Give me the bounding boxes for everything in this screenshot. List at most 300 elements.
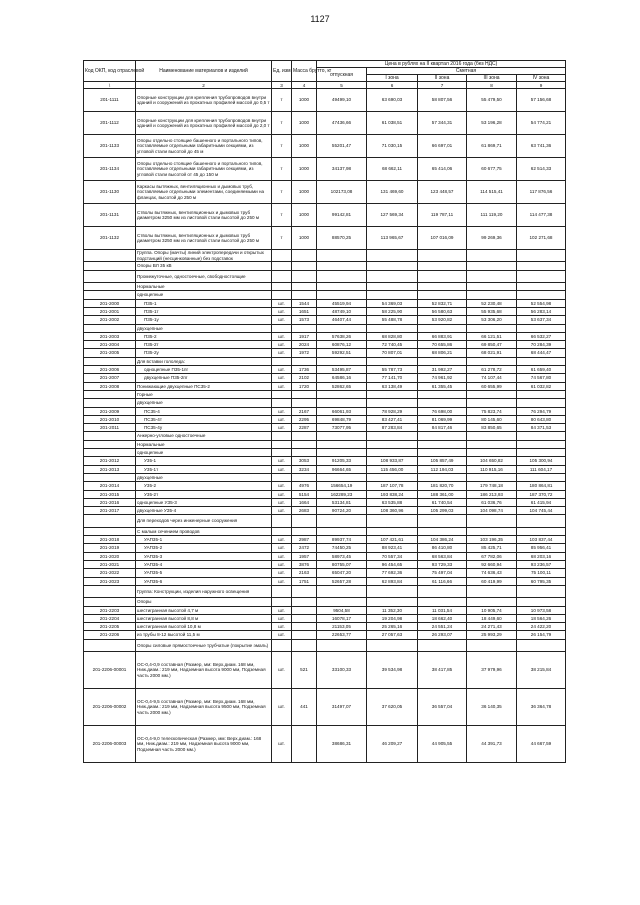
zone-3-price: 61 036,76 — [467, 498, 517, 506]
item-code: 201-2206-00003 — [84, 726, 136, 763]
item-unit — [272, 270, 292, 282]
zone-2-price: 76 698,00 — [418, 407, 467, 415]
zone-3-price: 66 121,51 — [467, 332, 517, 340]
release-price: 31497,07 — [317, 689, 367, 726]
zone-2-price: 66 697,01 — [418, 135, 467, 158]
zone-3-price: 53 306,20 — [467, 316, 517, 324]
item-name: У35-1 — [136, 457, 272, 465]
release-price — [317, 440, 367, 448]
item-mass: 1651 — [292, 307, 317, 315]
item-code: 201-2003 — [84, 332, 136, 340]
zone-2-price: 38 417,85 — [418, 652, 467, 689]
table-row — [84, 332, 566, 340]
zone-3-price: 61 869,71 — [467, 135, 517, 158]
zone-2-price: 18 662,40 — [418, 614, 467, 622]
table-row — [84, 390, 566, 398]
release-price: 102173,08 — [317, 181, 367, 204]
item-name: Опоры ВЛ 35 кВ — [136, 262, 272, 270]
table-row — [84, 349, 566, 357]
item-mass: 2987 — [292, 536, 317, 544]
zone-3-price: 25 993,29 — [467, 631, 517, 639]
zone-1-price: 83 427,41 — [367, 415, 418, 423]
zone-1-price: 70 557,34 — [367, 552, 418, 560]
item-unit — [272, 357, 292, 365]
zone-2-price: 61 355,45 — [418, 382, 467, 390]
zone-3-price: 110 915,16 — [467, 465, 517, 473]
release-price: 69848,79 — [317, 415, 367, 423]
zone-2-price: 24 551,24 — [418, 623, 467, 631]
item-unit — [272, 585, 292, 597]
header-code: Код ОКП, код отраслевой — [84, 61, 136, 82]
item-code: 201-2007 — [84, 374, 136, 382]
zone-2-price: 31 992,27 — [418, 366, 467, 374]
zone-3-price: 36 140,35 — [467, 689, 517, 726]
zone-2-price — [418, 357, 467, 365]
item-unit: шт. — [272, 349, 292, 357]
zone-3-price: 103 196,35 — [467, 536, 517, 544]
table-row — [84, 606, 566, 614]
release-price: 22653,77 — [317, 631, 367, 639]
item-mass: 1736 — [292, 366, 317, 374]
zone-4-price: 54 774,21 — [517, 112, 566, 135]
item-name: УАП35-1 — [136, 536, 272, 544]
release-price: 80755,07 — [317, 560, 367, 568]
header-name: Наименование материалов и изделий — [136, 61, 272, 82]
zone-4-price: 85 956,41 — [517, 544, 566, 552]
table-row — [84, 316, 566, 324]
release-price: 88570,25 — [317, 227, 367, 250]
zone-3-price — [467, 399, 517, 407]
table-row — [84, 482, 566, 490]
header-release-price: отпускная — [317, 68, 367, 82]
item-unit — [272, 598, 292, 606]
zone-1-price — [367, 283, 418, 291]
item-unit: т — [272, 227, 292, 250]
item-name: одноцепные — [136, 291, 272, 299]
item-name: Опоры — [136, 598, 272, 606]
table-row — [84, 440, 566, 448]
item-code: 201-1131 — [84, 204, 136, 227]
item-mass: 5154 — [292, 490, 317, 498]
zone-2-price: 112 194,03 — [418, 465, 467, 473]
item-mass — [292, 639, 317, 651]
table-row — [84, 569, 566, 577]
release-price — [317, 291, 367, 299]
zone-4-price — [517, 515, 566, 527]
table-row — [84, 399, 566, 407]
zone-3-price: 60 655,99 — [467, 382, 517, 390]
zone-3-price: 55 935,68 — [467, 307, 517, 315]
zone-2-price: 26 293,07 — [418, 631, 467, 639]
item-unit — [272, 291, 292, 299]
item-code: 201-1111 — [84, 89, 136, 112]
zone-1-price — [367, 473, 418, 481]
zone-3-price: 74 636,43 — [467, 569, 517, 577]
zone-4-price: 84 371,53 — [517, 424, 566, 432]
table-row — [84, 449, 566, 457]
item-mass: 1664 — [292, 498, 317, 506]
zone-1-price: 55 488,78 — [367, 316, 418, 324]
item-mass — [292, 598, 317, 606]
release-price: 9504,58 — [317, 606, 367, 614]
item-code: 201-2204 — [84, 614, 136, 622]
item-code — [84, 283, 136, 291]
item-name: ПС35-4у — [136, 424, 272, 432]
zone-1-price — [367, 432, 418, 440]
zone-2-price — [418, 440, 467, 448]
zone-3-price: 61 278,72 — [467, 366, 517, 374]
zone-3-price — [467, 324, 517, 332]
item-code — [84, 440, 136, 448]
zone-1-price — [367, 527, 418, 535]
item-name: П35-2т — [136, 341, 272, 349]
zone-1-price — [367, 639, 418, 651]
item-code: 201-2206-00002 — [84, 689, 136, 726]
item-unit — [272, 639, 292, 651]
zone-1-price: 11 352,30 — [367, 606, 418, 614]
release-price: 45519,94 — [317, 299, 367, 307]
zone-1-price: 55 787,73 — [367, 366, 418, 374]
zone-3-price: 99 269,36 — [467, 227, 517, 250]
table-row — [84, 652, 566, 689]
table-row — [84, 382, 566, 390]
zone-4-price: 18 564,26 — [517, 614, 566, 622]
zone-4-price: 76 294,79 — [517, 407, 566, 415]
item-code — [84, 527, 136, 535]
zone-1-price — [367, 270, 418, 282]
item-name: одноцепные П35-1пг — [136, 366, 272, 374]
zone-4-price: 26 154,79 — [517, 631, 566, 639]
item-code — [84, 473, 136, 481]
zone-4-price: 74 567,80 — [517, 374, 566, 382]
item-code — [84, 598, 136, 606]
zone-2-price — [418, 262, 467, 270]
item-unit — [272, 432, 292, 440]
item-code — [84, 262, 136, 270]
zone-1-price: 108 360,96 — [367, 507, 418, 515]
release-price: 33100,33 — [317, 652, 367, 689]
zone-2-price: 56 580,63 — [418, 307, 467, 315]
zone-2-price — [418, 639, 467, 651]
zone-3-price: 85 425,71 — [467, 544, 517, 552]
table-row — [84, 689, 566, 726]
item-code — [84, 270, 136, 282]
item-mass — [292, 585, 317, 597]
item-code — [84, 432, 136, 440]
item-unit: шт. — [272, 552, 292, 560]
zone-1-price — [367, 262, 418, 270]
release-price — [317, 262, 367, 270]
zone-4-price: 52 554,98 — [517, 299, 566, 307]
item-code: 201-2000 — [84, 299, 136, 307]
zone-2-price — [418, 473, 467, 481]
zone-2-price: 58 807,56 — [418, 89, 467, 112]
zone-2-price: 105 857,49 — [418, 457, 467, 465]
item-mass: 2287 — [292, 424, 317, 432]
zone-4-price: 53 637,34 — [517, 316, 566, 324]
release-price: 99142,81 — [317, 204, 367, 227]
item-name: УАП35-6 — [136, 577, 272, 585]
zone-4-price — [517, 262, 566, 270]
zone-4-price — [517, 473, 566, 481]
item-mass: 3876 — [292, 560, 317, 568]
release-price — [317, 270, 367, 282]
zone-3-price: 37 979,96 — [467, 652, 517, 689]
zone-2-price: 11 031,54 — [418, 606, 467, 614]
item-code: 201-1130 — [84, 181, 136, 204]
header-zone-2: II зона — [418, 75, 467, 82]
item-mass: 1751 — [292, 577, 317, 585]
item-mass — [292, 527, 317, 535]
item-unit: шт. — [272, 382, 292, 390]
zone-1-price — [367, 449, 418, 457]
table-row — [84, 726, 566, 763]
release-price: 96664,65 — [317, 465, 367, 473]
item-mass — [292, 390, 317, 398]
item-mass — [292, 606, 317, 614]
zone-2-price: 86 410,80 — [418, 544, 467, 552]
item-code: 201-2005 — [84, 349, 136, 357]
zone-2-price: 66 883,91 — [418, 332, 467, 340]
release-price: 66061,93 — [317, 407, 367, 415]
item-name: Опорные конструкции для крепления трубопроводов внутри зданий и сооружений из прокатных профилей массой до 0,5 т — [136, 89, 272, 112]
zone-4-price: 61 415,94 — [517, 498, 566, 506]
zone-4-price: 10 973,58 — [517, 606, 566, 614]
zone-1-price: 68 662,11 — [367, 158, 418, 181]
zone-3-price — [467, 449, 517, 457]
item-mass — [292, 324, 317, 332]
item-code: 201-2018 — [84, 536, 136, 544]
item-unit — [272, 440, 292, 448]
item-mass — [292, 357, 317, 365]
zone-4-price — [517, 250, 566, 262]
item-code — [84, 449, 136, 457]
price-table — [83, 60, 566, 763]
table-row — [84, 89, 566, 112]
zone-3-price — [467, 527, 517, 535]
zone-3-price: 83 850,65 — [467, 424, 517, 432]
zone-2-price — [418, 515, 467, 527]
zone-2-price: 68 806,21 — [418, 349, 467, 357]
item-name: шестигранная высотой 4,7 м — [136, 606, 272, 614]
item-code — [84, 357, 136, 365]
release-price: 73077,95 — [317, 424, 367, 432]
zone-4-price: 117 876,56 — [517, 181, 566, 204]
release-price: 47436,66 — [317, 112, 367, 135]
zone-4-price: 57 156,68 — [517, 89, 566, 112]
item-unit — [272, 473, 292, 481]
release-price — [317, 639, 367, 651]
table-row — [84, 507, 566, 515]
zone-1-price: 87 283,84 — [367, 424, 418, 432]
zone-3-price — [467, 473, 517, 481]
zone-4-price: 103 837,44 — [517, 536, 566, 544]
item-unit: шт. — [272, 407, 292, 415]
zone-3-price: 111 119,20 — [467, 204, 517, 227]
item-mass — [292, 440, 317, 448]
release-price: 59292,51 — [317, 349, 367, 357]
table-row — [84, 299, 566, 307]
release-price: 38686,31 — [317, 726, 367, 763]
zone-2-price: 81 069,99 — [418, 415, 467, 423]
item-mass: 2024 — [292, 341, 317, 349]
item-code: 201-1112 — [84, 112, 136, 135]
zone-4-price: 105 300,94 — [517, 457, 566, 465]
table-row — [84, 631, 566, 639]
zone-1-price: 96 454,65 — [367, 560, 418, 568]
item-code — [84, 250, 136, 262]
item-name: из трубы 8-12 высотой 11,5 м — [136, 631, 272, 639]
table-row — [84, 291, 566, 299]
release-price: 52657,28 — [317, 577, 367, 585]
item-name: ОС-0,4-9,0 телескопическая (Размер, мм: Верх.диам.: 168 мм, Ниж.диам.: 219 мм, Надземная высота 9000 мм, Подземная часть 2000 мм.) — [136, 726, 272, 763]
item-code: 201-1134 — [84, 158, 136, 181]
item-name: П35-2у — [136, 349, 272, 357]
item-name: Стволы вытяжных, вентиляционных и дымовых труб диаметром 3250 мм из листовой стали высотой до 250 м — [136, 204, 272, 227]
item-code — [84, 390, 136, 398]
table-row — [84, 473, 566, 481]
table-row — [84, 560, 566, 568]
item-unit: т — [272, 135, 292, 158]
zone-3-price: 104 650,82 — [467, 457, 517, 465]
item-unit: шт. — [272, 299, 292, 307]
item-code: 201-2013 — [84, 465, 136, 473]
item-code: 201-2009 — [84, 407, 136, 415]
zone-1-price: 88 923,41 — [367, 544, 418, 552]
zone-1-price — [367, 250, 418, 262]
item-name: Нормальные — [136, 283, 272, 291]
item-code: 201-2011 — [84, 424, 136, 432]
zone-4-price — [517, 527, 566, 535]
item-mass: 2683 — [292, 507, 317, 515]
zone-4-price: 38 215,84 — [517, 652, 566, 689]
zone-1-price: 25 265,16 — [367, 623, 418, 631]
item-mass — [292, 726, 317, 763]
zone-2-price — [418, 291, 467, 299]
item-unit: т — [272, 204, 292, 227]
zone-3-price: 67 782,06 — [467, 552, 517, 560]
item-mass: 1544 — [292, 299, 317, 307]
zone-2-price: 104 386,24 — [418, 536, 467, 544]
item-name: УАП35-3 — [136, 552, 272, 560]
item-name: Анкерно-угловые одностоечные — [136, 432, 272, 440]
release-price: 64586,16 — [317, 374, 367, 382]
release-price — [317, 449, 367, 457]
item-name: Стволы вытяжных, вентиляционных и дымовых труб диаметром 3250 мм из листовой стали высотой до 250 м — [136, 227, 272, 250]
item-name: УАП35-5 — [136, 569, 272, 577]
item-name: ОС-0,4-9,5 составная (Размер, мм: Верх.диам. 168 мм, Ниж.диам.: 219 мм, Надземная высота 9500 мм, Подземная часть 2000 мм.) — [136, 689, 272, 726]
zone-3-price: 69 850,47 — [467, 341, 517, 349]
table-row — [84, 341, 566, 349]
column-number: 6 — [367, 82, 418, 89]
zone-4-price: 62 514,33 — [517, 158, 566, 181]
table-row — [84, 366, 566, 374]
item-name: одноцепные — [136, 449, 272, 457]
item-name: ОС-0,4-0,9 составная (Размер, мм: Верх.диам. 168 мм, Ниж.диам.: 219 мм, Надземная высота 9000 мм, Подземная часть 2000 мм.) — [136, 652, 272, 689]
zone-2-price: 84 817,46 — [418, 424, 467, 432]
zone-4-price — [517, 440, 566, 448]
release-price: 74450,25 — [317, 544, 367, 552]
item-mass — [292, 614, 317, 622]
item-code: 201-2023 — [84, 577, 136, 585]
zone-4-price: 56 283,14 — [517, 307, 566, 315]
zone-1-price: 107 421,61 — [367, 536, 418, 544]
zone-4-price — [517, 283, 566, 291]
table-row — [84, 536, 566, 544]
release-price: 57638,26 — [317, 332, 367, 340]
item-mass — [292, 631, 317, 639]
table-row — [84, 250, 566, 262]
item-mass — [292, 432, 317, 440]
zone-2-price: 61 116,66 — [418, 577, 467, 585]
item-unit: шт. — [272, 316, 292, 324]
release-price — [317, 283, 367, 291]
zone-4-price: 111 604,17 — [517, 465, 566, 473]
table-row — [84, 614, 566, 622]
zone-3-price — [467, 262, 517, 270]
zone-3-price — [467, 440, 517, 448]
zone-3-price — [467, 515, 517, 527]
zone-3-price: 114 515,41 — [467, 181, 517, 204]
column-number: 9 — [517, 82, 566, 89]
table-row — [84, 135, 566, 158]
item-mass: 1000 — [292, 135, 317, 158]
release-price — [317, 250, 367, 262]
item-unit: шт. — [272, 374, 292, 382]
header-unit: Ед. изм — [272, 61, 292, 82]
zone-4-price — [517, 324, 566, 332]
zone-1-price: 113 965,67 — [367, 227, 418, 250]
zone-3-price — [467, 270, 517, 282]
zone-4-price: 102 271,68 — [517, 227, 566, 250]
zone-2-price — [418, 598, 467, 606]
table-row — [84, 324, 566, 332]
item-code: 201-2001 — [84, 307, 136, 315]
zone-4-price: 61 659,40 — [517, 366, 566, 374]
item-name: одноцепные УЗ5-3 — [136, 498, 272, 506]
item-name: П35-2 — [136, 332, 272, 340]
zone-1-price: 46 209,27 — [367, 726, 418, 763]
zone-4-price: 80 643,80 — [517, 415, 566, 423]
item-mass: 1000 — [292, 204, 317, 227]
item-name: П35-1т — [136, 307, 272, 315]
item-name: Для переходов через инженерные сооружения — [136, 515, 272, 527]
zone-1-price: 62 893,84 — [367, 577, 418, 585]
zone-3-price: 74 107,44 — [467, 374, 517, 382]
zone-4-price: 93 236,57 — [517, 560, 566, 568]
item-code: 201-2004 — [84, 341, 136, 349]
column-number: 8 — [467, 82, 517, 89]
item-name: Горные — [136, 390, 272, 398]
header-zone-1: I зона — [367, 75, 418, 82]
item-unit: шт. — [272, 569, 292, 577]
release-price: 52862,65 — [317, 382, 367, 390]
table-row — [84, 270, 566, 282]
zone-3-price: 68 021,91 — [467, 349, 517, 357]
release-price: 90724,20 — [317, 507, 367, 515]
item-code — [84, 639, 136, 651]
table-row — [84, 415, 566, 423]
item-mass: 1957 — [292, 552, 317, 560]
zone-3-price: 92 660,94 — [467, 560, 517, 568]
zone-1-price — [367, 515, 418, 527]
zone-2-price: 74 961,92 — [418, 374, 467, 382]
item-unit: шт. — [272, 507, 292, 515]
zone-2-price: 105 299,03 — [418, 507, 467, 515]
release-price: 65047,20 — [317, 569, 367, 577]
zone-1-price: 70 807,01 — [367, 349, 418, 357]
item-code: 201-2010 — [84, 415, 136, 423]
